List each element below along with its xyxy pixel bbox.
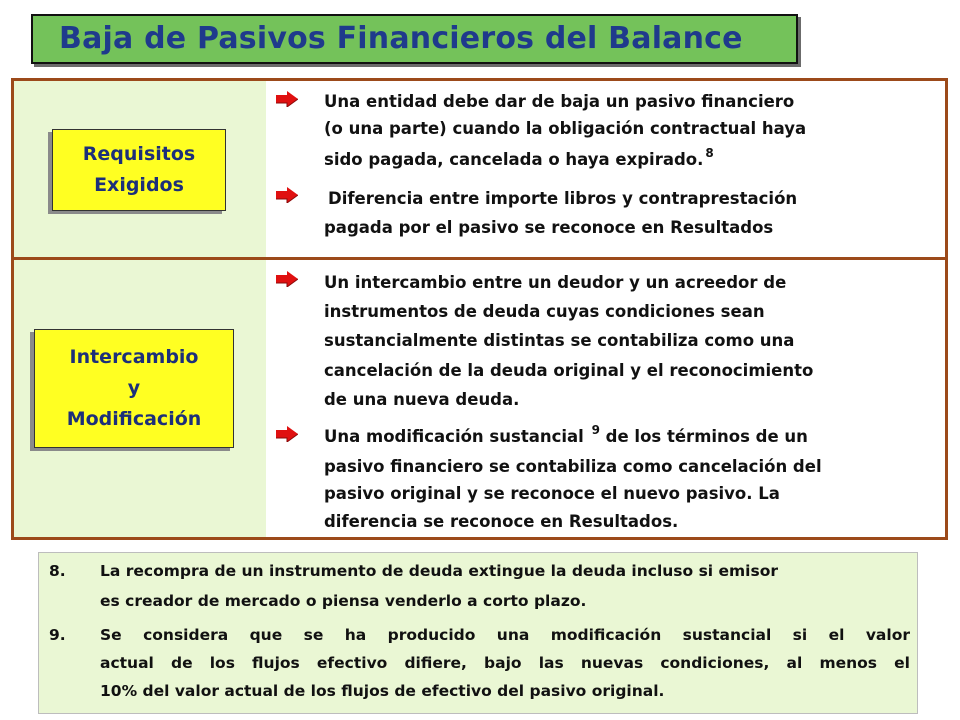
label-line: y xyxy=(127,377,141,399)
bullet-line-text: sido pagada, cancelada o haya expirado. xyxy=(324,149,704,169)
footnote-line: La recompra de un instrumento de deuda extingue la deuda incluso si emisor xyxy=(100,562,779,580)
bullet-line: diferencia se reconoce en Resultados. xyxy=(324,511,679,531)
bullet-line: de una nueva deuda. xyxy=(324,389,520,409)
bullet-item xyxy=(324,184,797,242)
section-label-panel xyxy=(14,81,266,257)
footnote-ref: 9 xyxy=(591,423,600,437)
label-line: Exigidos xyxy=(94,174,184,196)
footnote-line: actual de los flujos efectivo difiere, bajo las nuevas condiciones, al menos el xyxy=(100,654,910,672)
bullet-line-text: de los términos de un xyxy=(605,427,808,446)
footnote-number: 9. xyxy=(49,626,66,644)
label-line: Modificación xyxy=(66,408,202,430)
label-requisitos-exigidos xyxy=(52,129,226,211)
bullet-line: Un intercambio entre un deudor y un acreedor de xyxy=(324,273,787,292)
label-line: Requisitos xyxy=(82,143,196,165)
bullet-item xyxy=(324,88,806,178)
footnote-ref: 8 xyxy=(705,145,714,160)
bullet-line: cancelación de la deuda original y el reconocimiento xyxy=(324,360,814,380)
bullet-line xyxy=(324,423,822,453)
footnotes-panel xyxy=(38,552,918,714)
footnote-text xyxy=(100,621,910,705)
bullet-line: Una entidad debe dar de baja un pasivo financiero xyxy=(324,92,795,111)
bullet-line xyxy=(324,143,806,178)
red-arrow-bullet-icon xyxy=(276,91,298,107)
red-arrow-bullet-icon xyxy=(276,271,298,287)
page-title: Baja de Pasivos Financieros del Balance xyxy=(59,21,743,56)
bullet-line: instrumentos de deuda cuyas condiciones sean xyxy=(324,302,765,322)
footnote-line: es creador de mercado o piensa venderlo a corto plazo. xyxy=(100,592,587,610)
bullet-line: pagada por el pasivo se reconoce en Resultados xyxy=(324,218,774,237)
bullet-item xyxy=(324,268,813,414)
footnote-line: 10% del valor actual de los flujos de efectivo del pasivo original. xyxy=(100,682,665,700)
label-intercambio-modificacion xyxy=(34,329,234,448)
bullet-item xyxy=(324,423,822,535)
bullet-line: pasivo financiero se contabiliza como cancelación del xyxy=(324,456,822,476)
section-requisitos xyxy=(14,81,945,260)
footnote-number: 8. xyxy=(49,562,66,580)
bullet-line: Diferencia entre importe libros y contraprestación xyxy=(328,189,798,208)
bullet-line: sustancialmente distintas se contabiliza como una xyxy=(324,331,795,351)
red-arrow-bullet-icon xyxy=(276,187,298,203)
title-banner xyxy=(31,14,798,64)
section-intercambio xyxy=(14,260,945,537)
label-line: Intercambio xyxy=(69,346,199,368)
bullet-line: (o una parte) cuando la obligación contractual haya xyxy=(324,119,807,139)
bullet-line: pasivo original y se reconoce el nuevo pasivo. La xyxy=(324,484,780,504)
section-label-panel xyxy=(14,260,266,537)
footnote-text xyxy=(100,557,910,615)
red-arrow-bullet-icon xyxy=(276,426,298,442)
footnote-line: Se considera que se ha producido una modificación sustancial si el valor xyxy=(100,626,910,644)
bullet-line-text: Una modificación sustancial xyxy=(324,427,584,446)
content-frame xyxy=(11,78,948,540)
